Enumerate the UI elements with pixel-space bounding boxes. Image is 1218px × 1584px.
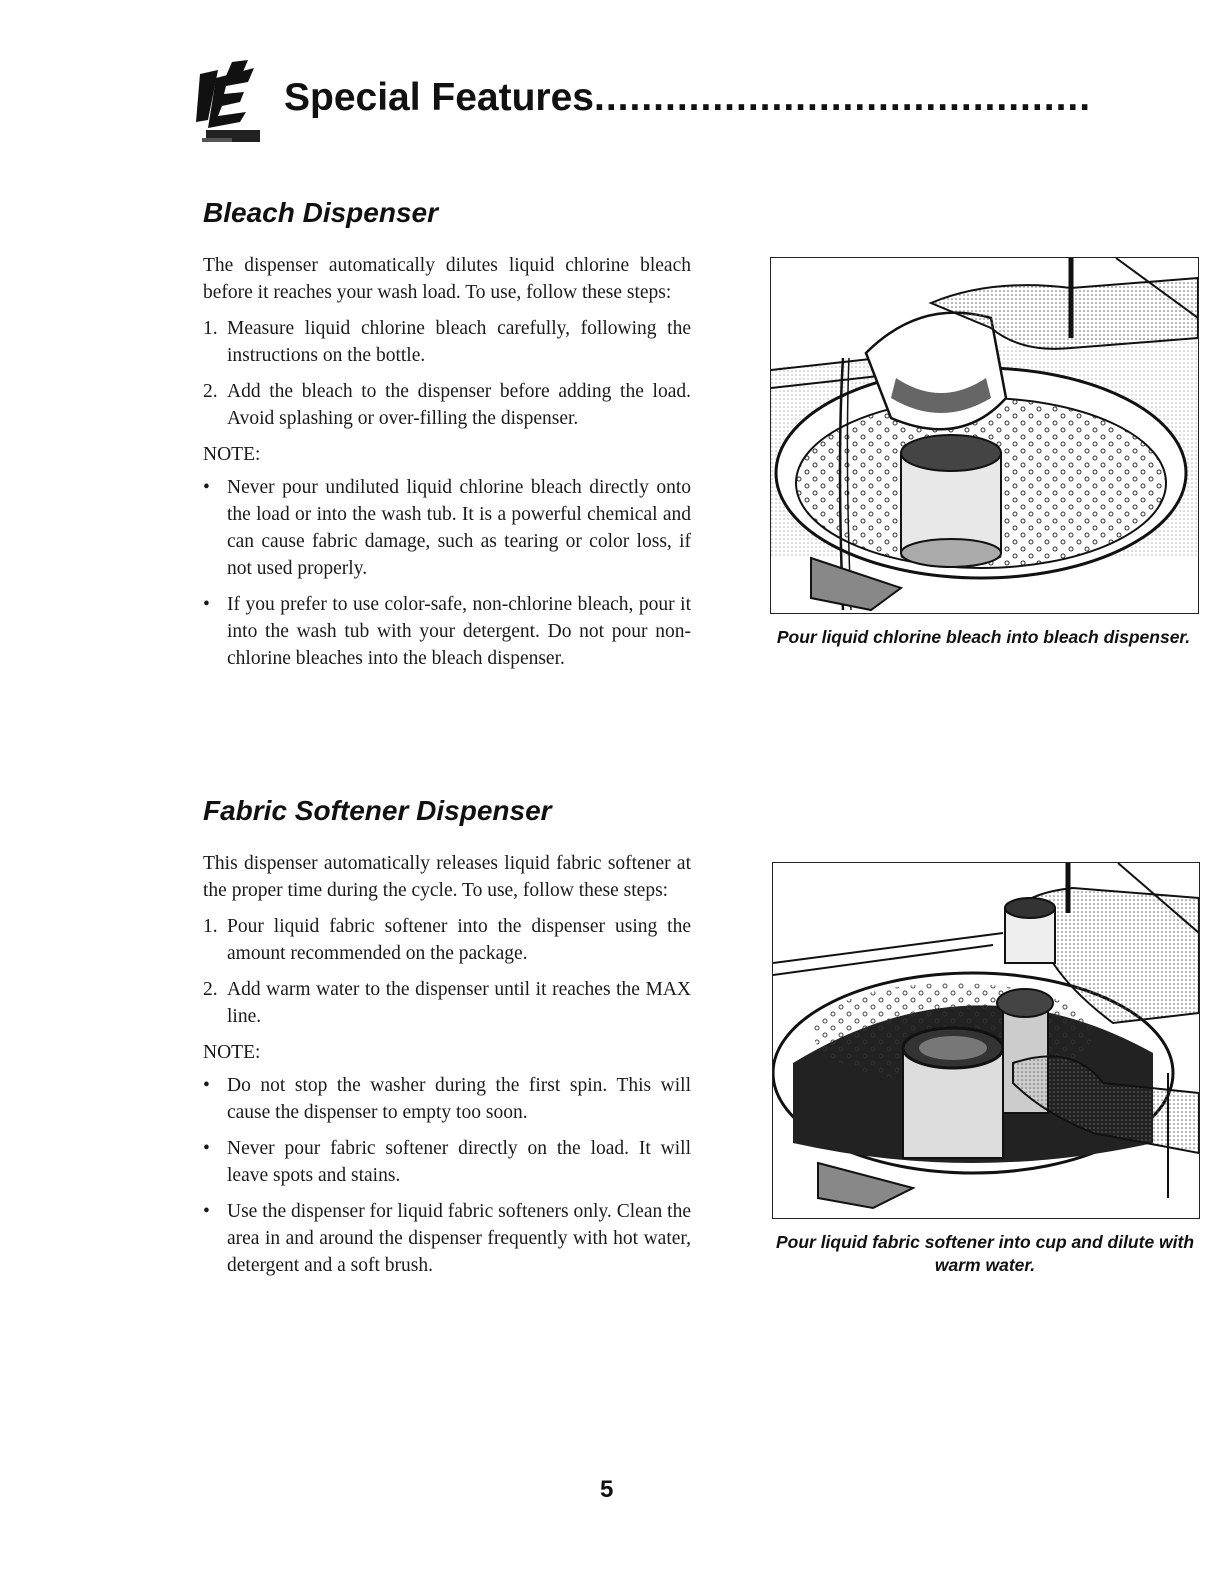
- softener-figure-caption: Pour liquid fabric softener into cup and dilute with warm water.: [775, 1232, 1195, 1275]
- bleach-step-2: 2. Add the bleach to the dispenser before adding the load. Avoid splashing or over-filling the dispenser.: [203, 381, 691, 429]
- softener-body: [203, 850, 691, 1288]
- washer-softener-pour-image: [773, 863, 1199, 1218]
- fabric-softener-illustration: [772, 862, 1200, 1219]
- page-title: Special Features..........................................: [284, 76, 1092, 119]
- washer-bleach-pour-image: [771, 258, 1198, 613]
- bleach-note-label: NOTE:: [203, 444, 261, 465]
- bleach-dispenser-heading: Bleach Dispenser: [203, 197, 438, 228]
- softener-intro: This dispenser automatically releases liquid fabric softener at the proper time during the cycle. To use, follow these steps:: [203, 853, 691, 901]
- bleach-body: [203, 252, 691, 681]
- bleach-intro: The dispenser automatically dilutes liquid chlorine bleach before it reaches your wash load. To use, follow these steps:: [203, 255, 691, 303]
- bleach-dispenser-illustration: [770, 257, 1199, 614]
- special-features-logo-icon: [196, 60, 262, 144]
- softener-step-2: 2. Add warm water to the dispenser until it reaches the MAX line.: [203, 979, 691, 1027]
- bleach-note-1: • Never pour undiluted liquid chlorine bleach directly onto the load or into the wash tub. It is a powerful chemical and can cause fabric damage, such as tearing or color loss, if not used properly.: [203, 477, 691, 579]
- fabric-softener-heading: Fabric Softener Dispenser: [203, 795, 552, 826]
- page-header: [196, 56, 1206, 146]
- softener-note-label: NOTE:: [203, 1042, 261, 1063]
- page-number: 5: [600, 1476, 614, 1503]
- softener-step-1: 1. Pour liquid fabric softener into the dispenser using the amount recommended on the package.: [203, 916, 691, 964]
- bleach-step-1: 1. Measure liquid chlorine bleach carefully, following the instructions on the bottle.: [203, 318, 691, 366]
- bleach-note-2: • If you prefer to use color-safe, non-chlorine bleach, pour it into the wash tub with your detergent. Do not pour non-chlorine bleaches into the bleach dispenser.: [203, 594, 691, 669]
- softener-note-1: • Do not stop the washer during the first spin. This will cause the dispenser to empty too soon.: [203, 1075, 691, 1123]
- softener-note-3: • Use the dispenser for liquid fabric softeners only. Clean the area in and around the dispenser frequently with hot water, detergent and a soft brush.: [203, 1201, 691, 1276]
- softener-note-2: • Never pour fabric softener directly on the load. It will leave spots and stains.: [203, 1138, 691, 1186]
- bleach-figure-caption: Pour liquid chlorine bleach into bleach dispenser.: [776, 627, 1191, 647]
